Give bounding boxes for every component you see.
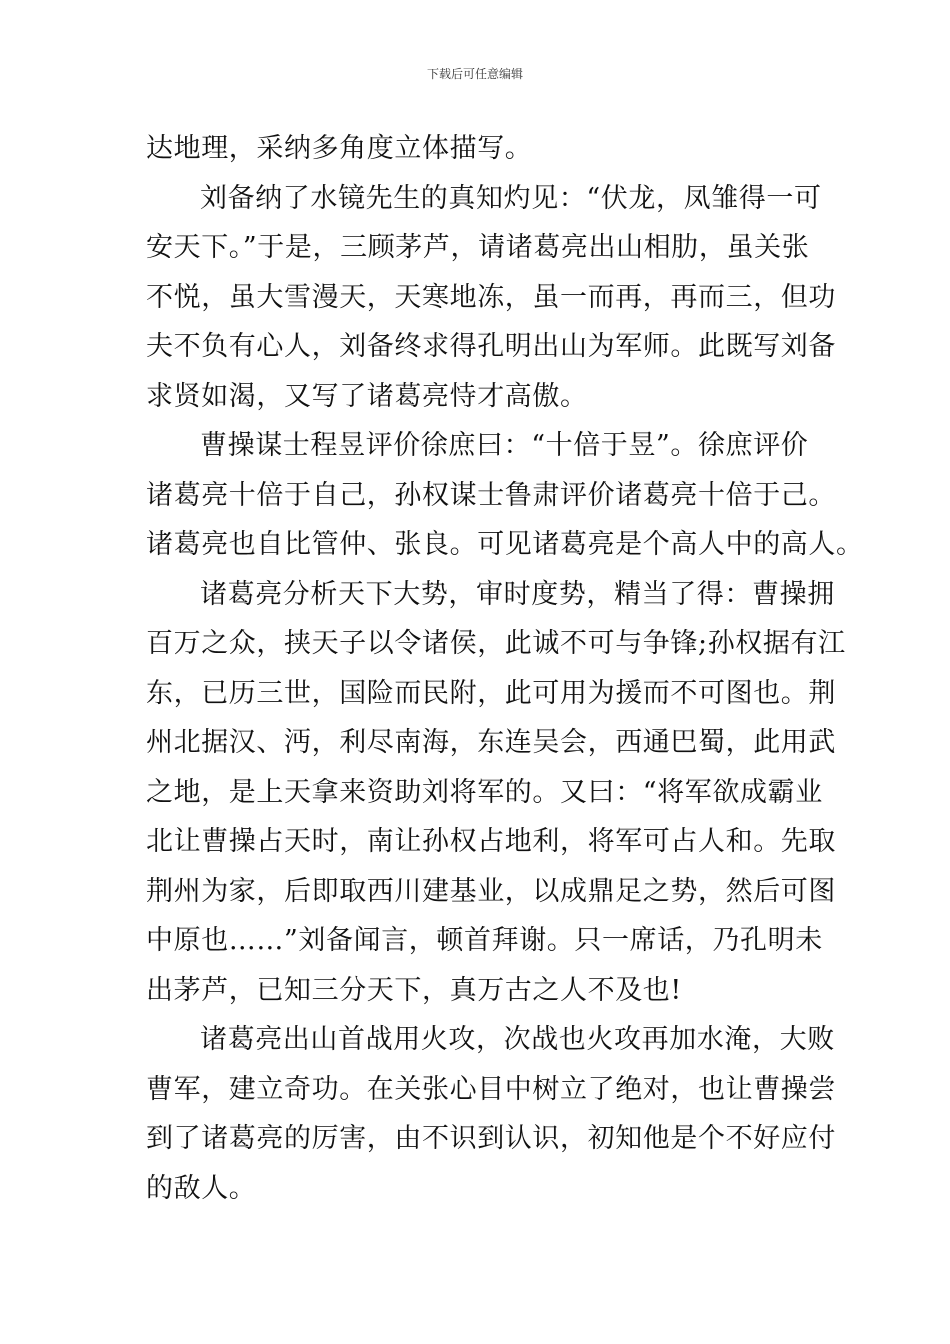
text-line-paragraph-start: 刘备纳了水镜先生的真知灼见：“伏龙，凤雏得一可 (200, 182, 822, 214)
text-line: 之地，是上天拿来资助刘将军的。又曰：“将军欲成霸业 (146, 776, 823, 808)
text-line-paragraph-start: 曹操谋士程昱评价徐庶曰：“十倍于昱”。徐庶评价 (200, 430, 809, 461)
text-line: 到了诸葛亮的厉害，由不识到认识，初知他是个不好应付 (146, 1123, 836, 1154)
text-line: 州北据汉、沔，利尽南海，东连吴会，西通巴蜀，此用武 (146, 727, 836, 758)
page-header: 下载后可任意编辑 (426, 67, 523, 81)
text-line: 东，已历三世，国险而民附，此可用为援而不可图也。荆 (146, 677, 836, 709)
text-line: 的敌人。 (146, 1172, 257, 1204)
text-line: 百万之众，挟天子以令诸侯，此诚不可与争锋;孙权据有江 (146, 628, 846, 659)
text-line: 诸葛亮十倍于自己，孙权谋士鲁肃评价诸葛亮十倍于己。 (146, 479, 836, 511)
text-line-paragraph-start: 诸葛亮出山首战用火攻，次战也火攻再加水淹，大败 (200, 1024, 835, 1055)
text-line: 诸葛亮也自比管仲、张良。可见诸葛亮是个高人中的高人。 (146, 529, 864, 560)
text-line: 求贤如渴，又写了诸葛亮恃才高傲。 (146, 380, 588, 412)
text-line: 中原也……”刘备闻言，顿首拜谢。只一席话，乃孔明未 (146, 925, 823, 956)
text-line: 曹军，建立奇功。在关张心目中树立了绝对，也让曹操尝 (146, 1073, 836, 1105)
text-line: 不悦，虽大雪漫天，天寒地冻，虽一而再，再而三，但功 (146, 281, 836, 313)
text-line: 出茅芦，已知三分天下，真万古之人不及也! (146, 974, 682, 1006)
text-line: 北让曹操占天时，南让孙权占地利，将军可占人和。先取 (146, 826, 836, 857)
document-body (146, 124, 864, 1213)
text-line-paragraph-start: 诸葛亮分析天下大势，审时度势，精当了得：曹操拥 (200, 578, 835, 610)
text-line: 夫不负有心人，刘备终求得孔明出山为军师。此既写刘备 (146, 331, 836, 362)
text-line: 荆州为家，后即取西川建基业，以成鼎足之势，然后可图 (146, 875, 836, 907)
text-line: 安天下。”于是，三顾茅芦，请诸葛亮出山相肋，虽关张 (146, 232, 810, 263)
text-line: 达地理，采纳多角度立体描写。 (146, 133, 533, 164)
